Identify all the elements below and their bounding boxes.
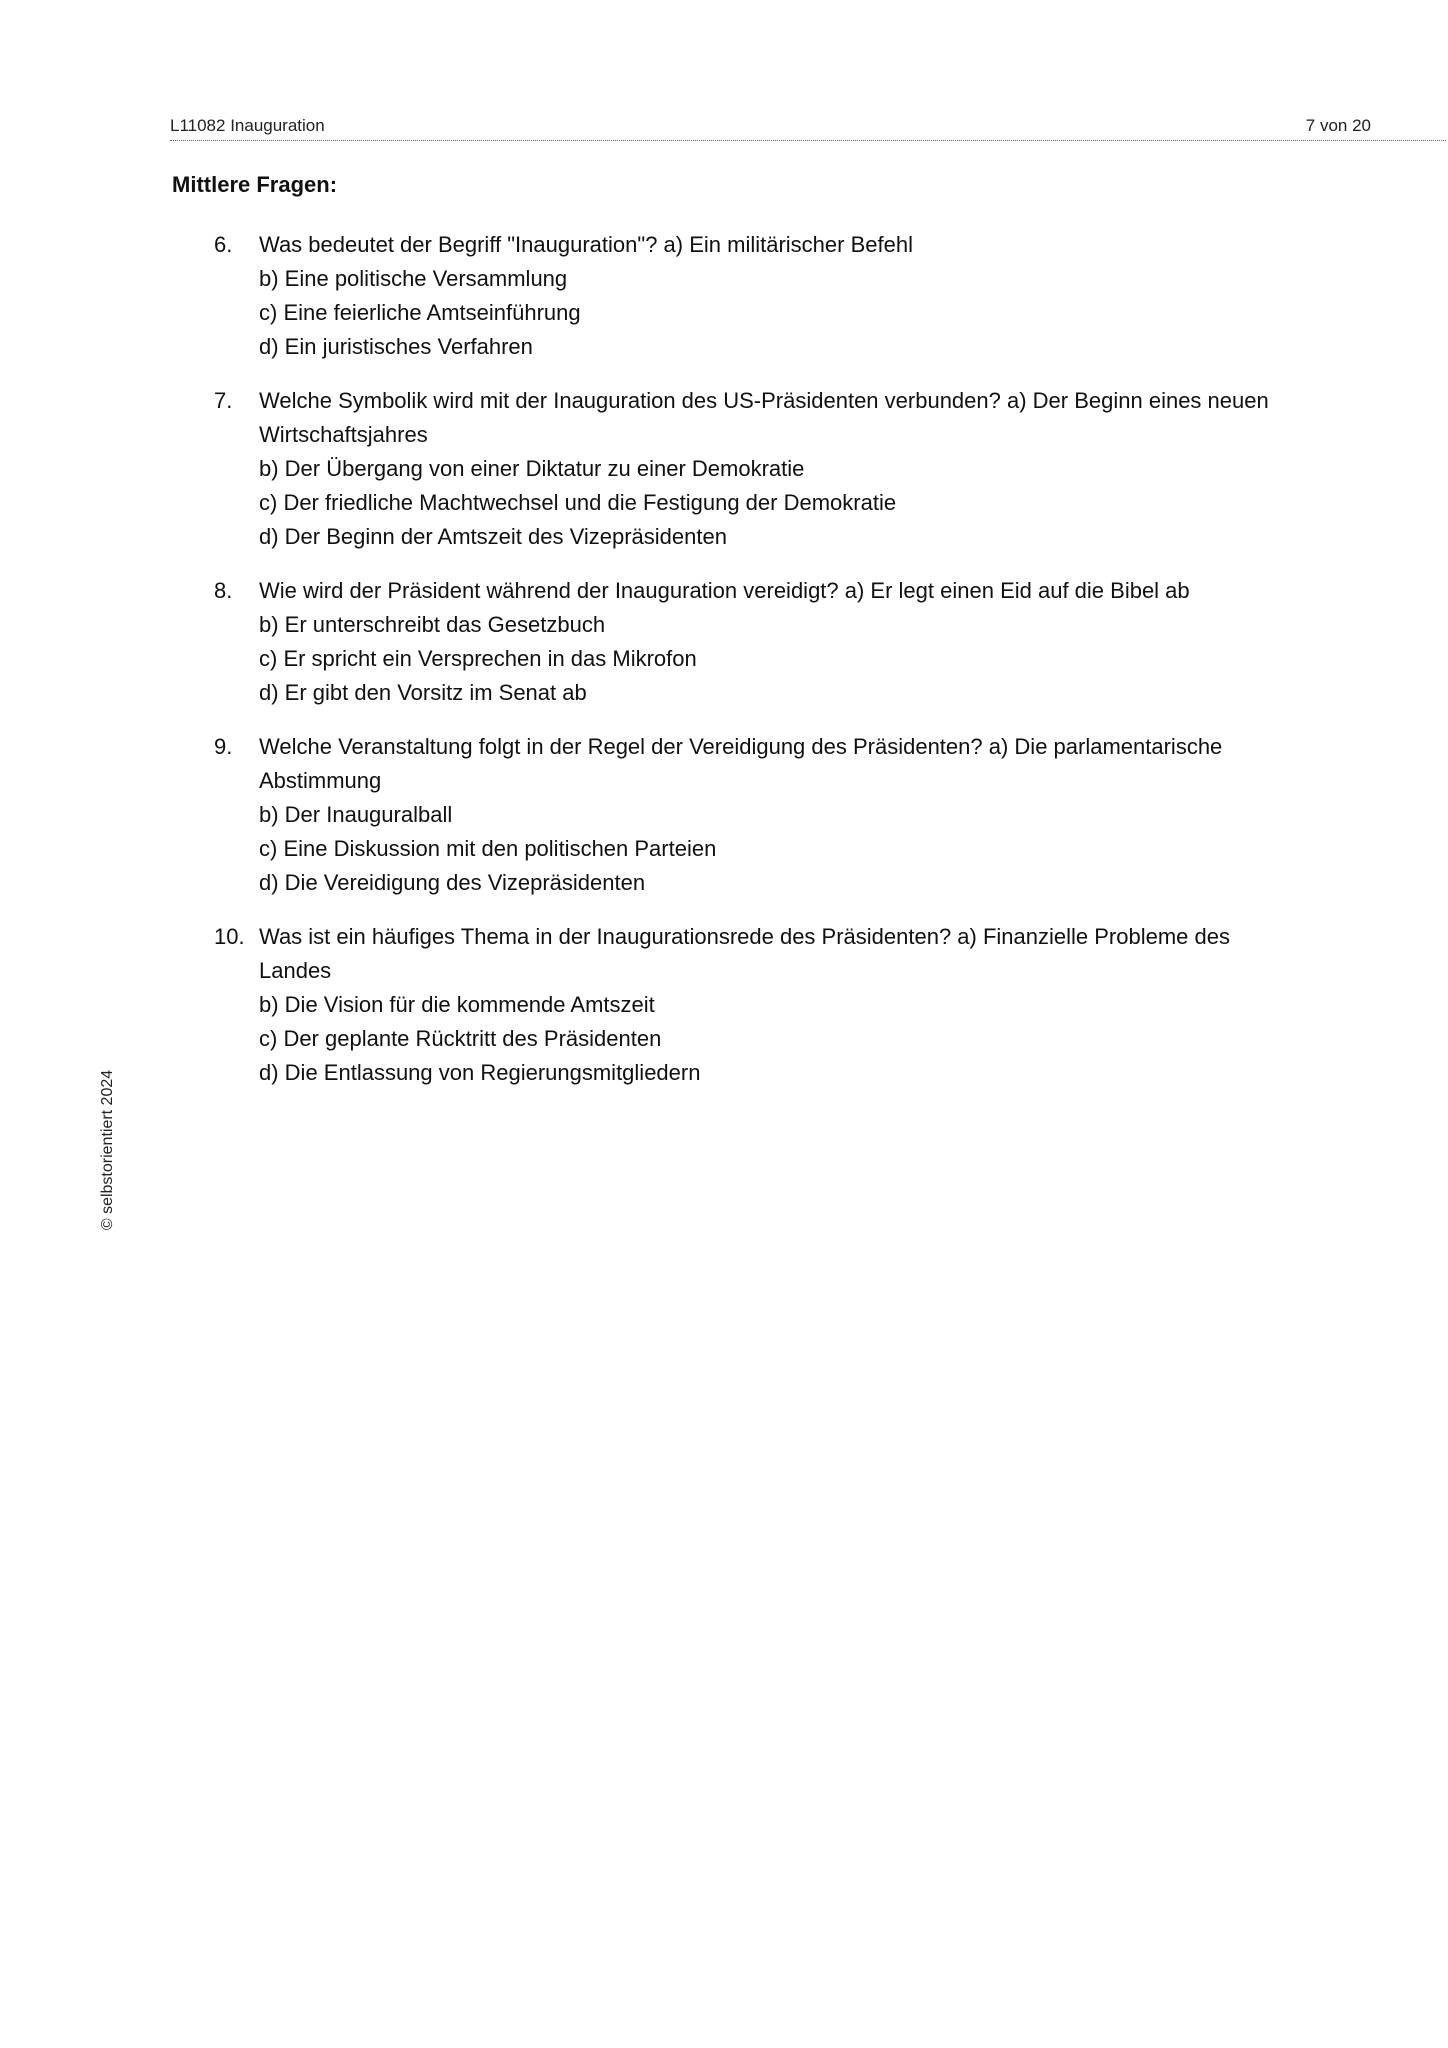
answer-option-d: d) Der Beginn der Amtszeit des Vizepräsidenten — [259, 524, 727, 549]
question-number: 6. — [214, 232, 233, 257]
page-number: 7 von 20 — [1305, 116, 1371, 135]
answer-option-c: c) Er spricht ein Versprechen in das Mikrofon — [259, 646, 697, 671]
answer-option-b: b) Der Übergang von einer Diktatur zu einer Demokratie — [259, 456, 805, 481]
answer-option-b: b) Er unterschreibt das Gesetzbuch — [259, 612, 606, 637]
question-number: 9. — [214, 734, 233, 759]
question-text: Welche Symbolik wird mit der Inauguration des US-Präsidenten verbunden? a) Der Beginn eines neuen Wirtschaftsjahres — [259, 388, 1269, 447]
copyright-notice: © selbstorientiert 2024 — [99, 1069, 116, 1231]
answer-option-c: c) Der geplante Rücktritt des Präsidenten — [259, 1026, 662, 1051]
answer-option-d: d) Ein juristisches Verfahren — [259, 334, 533, 359]
question-text: Welche Veranstaltung folgt in der Regel der Vereidigung des Präsidenten? a) Die parlamentarische Abstimmung — [259, 734, 1223, 793]
answer-option-c: c) Eine Diskussion mit den politischen Parteien — [259, 836, 717, 861]
question-number: 10. — [214, 924, 245, 949]
question-7 — [214, 384, 1274, 554]
answer-option-b: b) Eine politische Versammlung — [259, 266, 568, 291]
question-number: 7. — [214, 388, 233, 413]
answer-option-c: c) Eine feierliche Amtseinführung — [259, 300, 581, 325]
section-title: Mittlere Fragen: — [172, 172, 338, 197]
question-text: Was ist ein häufiges Thema in der Inaugurationsrede des Präsidenten? a) Finanzielle Probleme des Landes — [259, 924, 1230, 983]
answer-option-c: c) Der friedliche Machtwechsel und die Festigung der Demokratie — [259, 490, 897, 515]
answer-option-d: d) Die Entlassung von Regierungsmitgliedern — [259, 1060, 701, 1085]
answer-option-b: b) Der Inauguralball — [259, 802, 453, 827]
question-text: Was bedeutet der Begriff "Inauguration"? a) Ein militärischer Befehl — [259, 232, 913, 257]
answer-option-d: d) Er gibt den Vorsitz im Senat ab — [259, 680, 587, 705]
question-text: Wie wird der Präsident während der Inauguration vereidigt? a) Er legt einen Eid auf die Bibel ab — [259, 578, 1190, 603]
question-6 — [214, 228, 1274, 364]
answer-option-d: d) Die Vereidigung des Vizepräsidenten — [259, 870, 646, 895]
question-8 — [214, 574, 1274, 710]
question-9 — [214, 730, 1274, 900]
question-10 — [214, 920, 1274, 1090]
question-number: 8. — [214, 578, 233, 603]
answer-option-b: b) Die Vision für die kommende Amtszeit — [259, 992, 655, 1017]
page-header — [170, 114, 1446, 141]
question-list — [214, 228, 1274, 1110]
document-title: L11082 Inauguration — [170, 116, 325, 135]
